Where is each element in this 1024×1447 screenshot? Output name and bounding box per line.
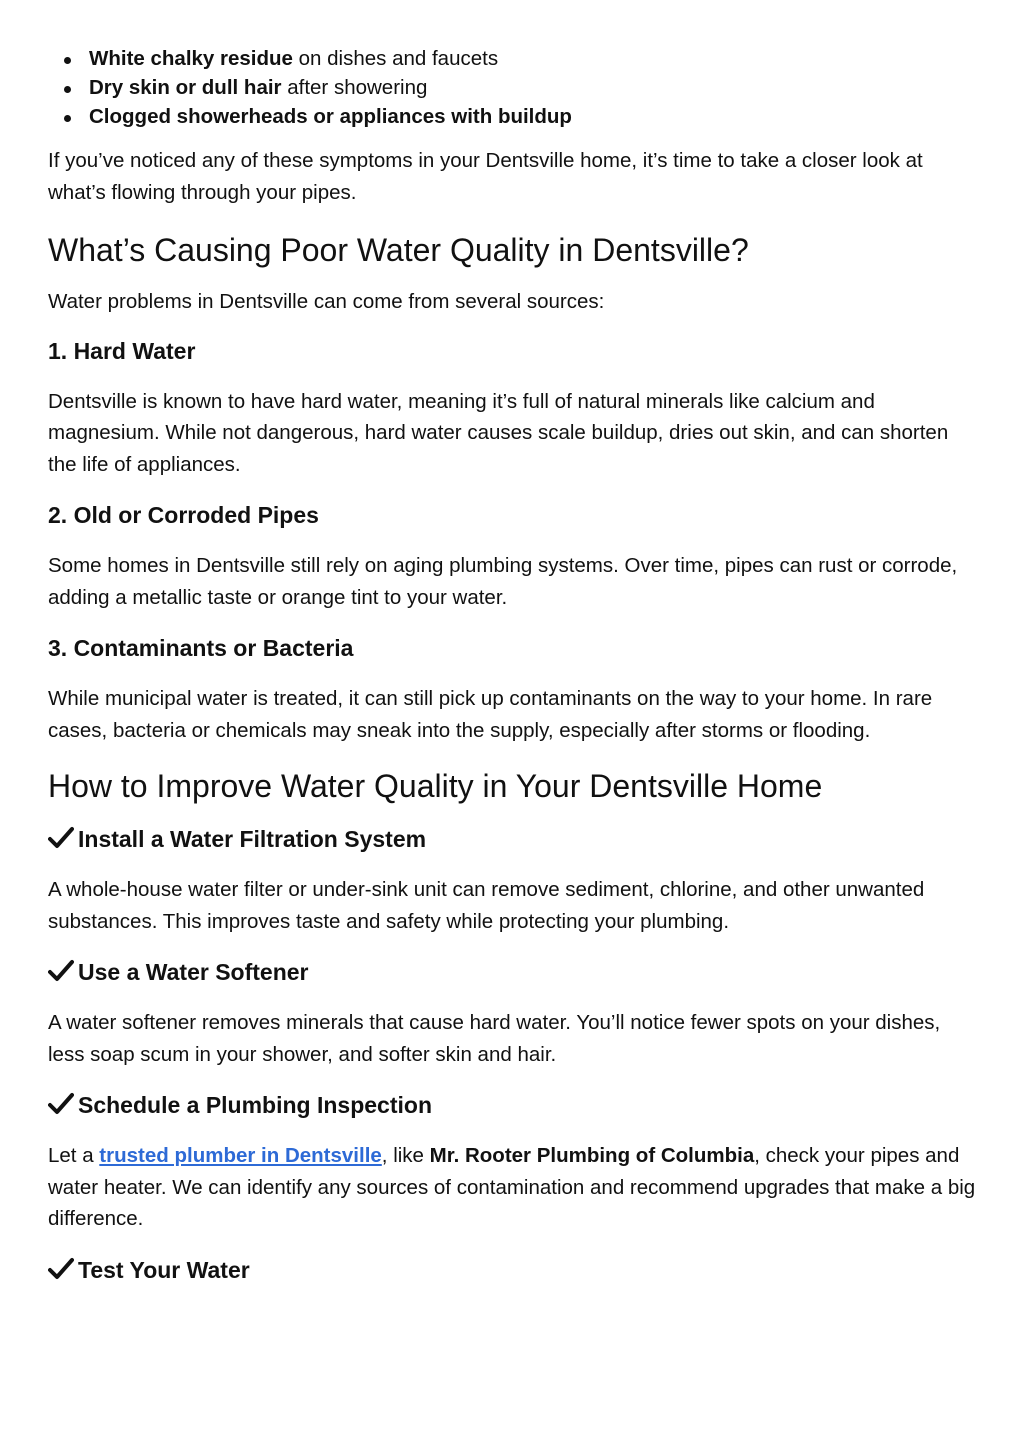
cause-body-pipes: Some homes in Dentsville still rely on aging plumbing systems. Over time, pipes can rust or corrode, adding a metallic taste or orange tint to your water. [48,554,958,609]
tip-title-text: Use a Water Softener [78,959,309,985]
symptom-bold: Dry skin or dull hair [89,76,282,99]
body-prefix: Let a [48,1144,100,1167]
tip-body-softener: A water softener removes minerals that cause hard water. You’ll notice fewer spots on your dishes, less soap scum in your shower, and softer skin and hair. [48,1011,941,1066]
symptom-text: after showering [281,76,428,99]
cause-body-contaminants: While municipal water is treated, it can still pick up contaminants on the way to your home. In rare cases, bacteria or chemicals may sneak into the supply, especially after storms or flooding. [48,687,933,742]
improve-heading: How to Improve Water Quality in Your Dentsville Home [48,768,823,804]
article-body [48,44,978,1285]
tip-title-inspection [48,1090,978,1120]
checkmark-icon [48,959,74,983]
checkmark-icon [48,1257,74,1281]
checkmark-icon [48,1092,74,1116]
symptom-bold: Clogged showerheads or appliances with buildup [89,105,572,128]
symptom-list [48,44,978,131]
symptom-bold: White chalky residue [89,47,293,70]
bullet-icon [64,115,71,122]
tip-title-softener [48,957,978,987]
bullet-icon [64,86,71,93]
cause-title-pipes: 2. Old or Corroded Pipes [48,502,319,528]
body-suffix: , check your pipes and water heater. We can identify any sources of contamination and recommend upgrades that make a big difference. [48,1144,976,1230]
cause-title-contaminants: 3. Contaminants or Bacteria [48,635,354,661]
trusted-plumber-link[interactable]: trusted plumber in Dentsville [99,1144,382,1167]
tip-body-filtration: A whole-house water filter or under-sink unit can remove sediment, chlorine, and other unwanted substances. This improves taste and safety while protecting your plumbing. [48,878,925,933]
cause-title-hard-water: 1. Hard Water [48,337,196,364]
tip-body-inspection [48,1140,978,1235]
tip-title-text: Test Your Water [78,1256,250,1283]
tip-title-filtration [48,824,978,854]
tip-title-test [48,1255,978,1285]
causes-heading: What’s Causing Poor Water Quality in Dentsville? [48,232,749,268]
causes-lead: Water problems in Dentsville can come from several sources: [48,290,605,313]
bullet-icon [64,57,71,64]
list-item [48,73,978,102]
list-item [48,44,978,73]
tip-title-text: Schedule a Plumbing Inspection [78,1092,432,1118]
body-mid: , like [381,1144,430,1167]
list-item [48,102,978,131]
cause-body-hard-water: Dentsville is known to have hard water, meaning it’s full of natural minerals like calcium and magnesium. While not dangerous, hard water causes scale buildup, dries out skin, and can shorten the life of appliances. [48,389,949,476]
tip-title-text: Install a Water Filtration System [78,826,427,852]
symptom-text: on dishes and faucets [292,47,499,70]
intro-paragraph: If you’ve noticed any of these symptoms in your Dentsville home, it’s time to take a closer look at what’s flowing through your pipes. [48,149,923,204]
company-name: Mr. Rooter Plumbing of Columbia [429,1144,755,1167]
checkmark-icon [48,826,74,850]
